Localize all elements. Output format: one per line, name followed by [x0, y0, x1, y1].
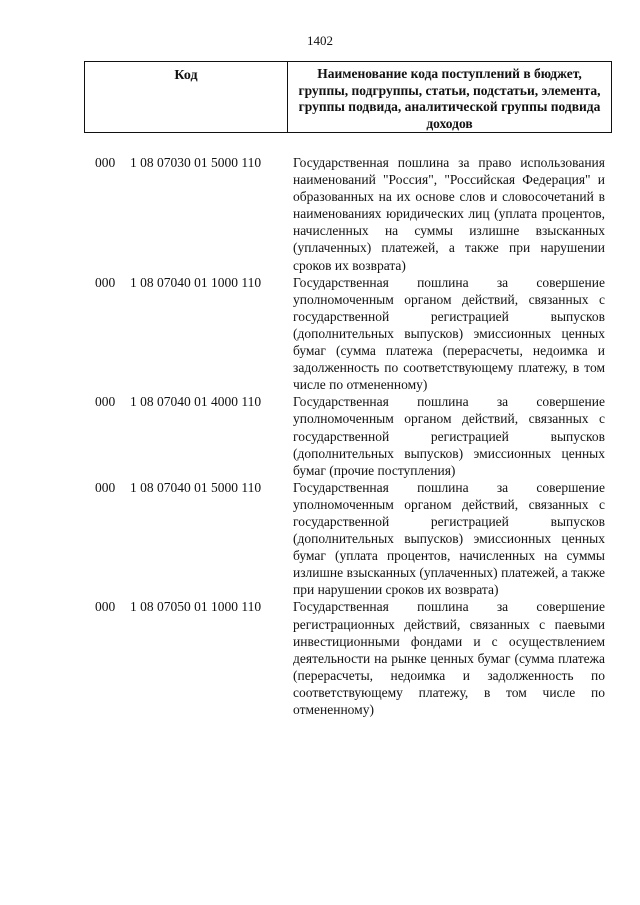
page-number: 1402 [307, 33, 333, 48]
entry-row [95, 154, 609, 274]
entry-admin-code: 000 [95, 599, 116, 615]
entry-row [95, 479, 609, 599]
entry-row [95, 274, 609, 394]
entry-name: Государственная пошлина за совершение уполномоченным органом действий, связанных с государственной регистрацией выпусков (дополнительных выпусков) эмиссионных ценных бумаг (прочие поступления) [293, 394, 605, 478]
entry-name: Государственная пошлина за совершение уполномоченным органом действий, связанных с государственной регистрацией выпусков (дополнительных выпусков) эмиссионных ценных бумаг (уплата процентов, начисленных на суммы излишне взысканных (уплаченных) платежей, а также при нарушении сроков их возврата) [293, 479, 605, 598]
entry-name: Государственная пошлина за право использования наименований "Россия", "Российская Федерация" и образованных на их основе слов и словосочетаний в наименованиях юридических лиц (уплата процентов, начисленных на суммы излишне взысканных (уплаченных) платежей, а также при нарушении сроков их возврата) [293, 155, 605, 273]
entry-row [95, 393, 609, 478]
entry-code: 1 08 07050 01 1000 110 [130, 599, 262, 615]
entry-name: Государственная пошлина за совершение уполномоченным органом действий, связанных с государственной регистрацией выпусков (дополнительных выпусков) эмиссионных ценных бумаг (сумма платежа (перерасчеты, недоимка и задолженность по соответствующему платежу, в том числе по отмененному) [293, 274, 605, 393]
header-code-label: Код [174, 68, 198, 83]
entries-list [95, 154, 609, 718]
entry-code: 1 08 07030 01 5000 110 [130, 155, 262, 170]
entry-code: 1 08 07040 01 1000 110 [130, 274, 262, 290]
header-name-cell [288, 62, 612, 133]
entry-admin-code: 000 [95, 394, 116, 410]
entry-code: 1 08 07040 01 4000 110 [130, 394, 262, 410]
entry-admin-code: 000 [95, 479, 116, 495]
entry-row [95, 598, 609, 718]
header-name-label: Наименование кода поступлений в бюджет, группы, подгруппы, статьи, подстатьи, элемента, группы подвида, аналитической группы подвида доходов [298, 66, 601, 131]
entry-admin-code: 000 [95, 155, 116, 170]
entry-code: 1 08 07040 01 5000 110 [130, 479, 262, 495]
entry-admin-code: 000 [95, 274, 116, 290]
entry-name: Государственная пошлина за совершение регистрационных действий, связанных с паевыми инвестиционными фондами и с осуществлением деятельности на рынке ценных бумаг (сумма платежа (перерасчеты, недоимка и задолженность по соответствующему платежу, в том числе по отмененному) [293, 599, 605, 717]
header-table [84, 61, 612, 133]
header-code-cell [85, 62, 288, 133]
